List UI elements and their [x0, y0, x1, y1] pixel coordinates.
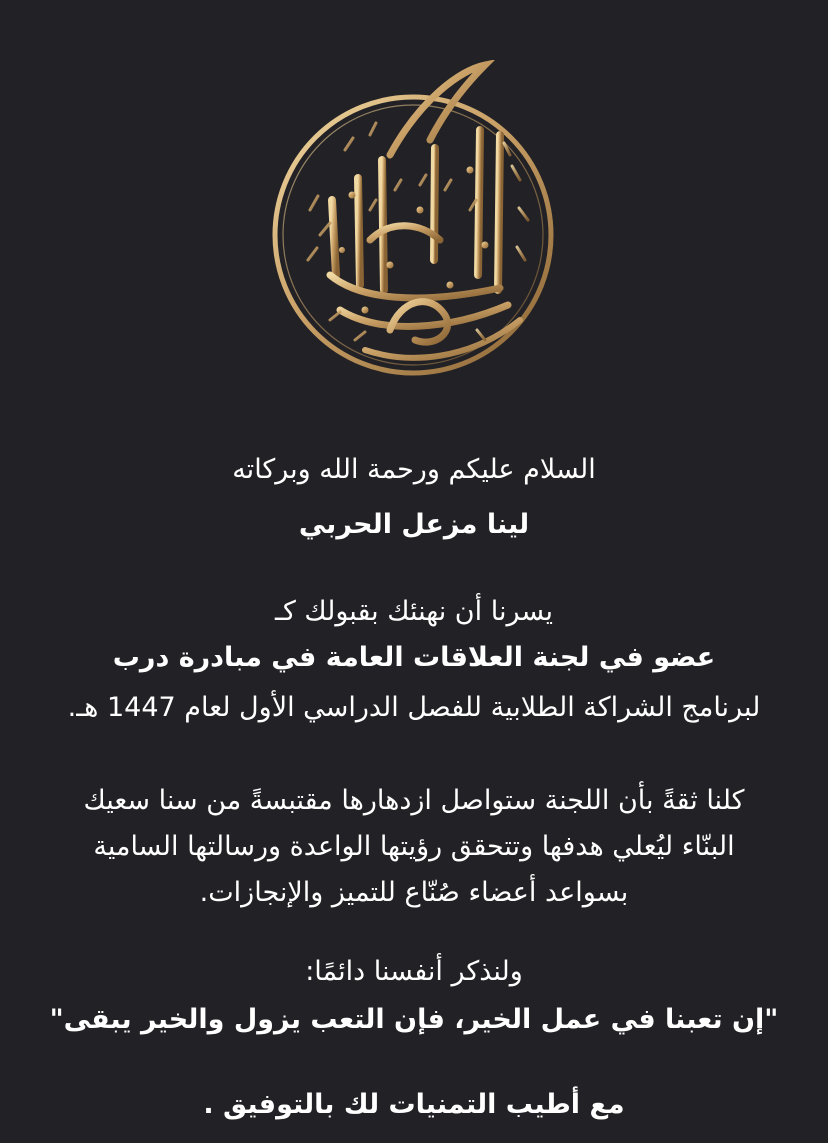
paragraph-line: كلنا ثقةً بأن اللجنة ستواصل ازدهارها مقتبسةً من سنا سعيك: [83, 785, 745, 816]
body-paragraph: [30, 778, 798, 916]
program-text: لبرنامج الشراكة الطلابية للفصل الدراسي الأول لعام 1447 هـ.: [67, 692, 761, 723]
recipient-name: لينا مزعل الحربي: [298, 509, 530, 540]
reminder-text: ولنذكر أنفسنا دائمًا:: [305, 956, 523, 987]
reminder-block: [30, 952, 798, 992]
paragraph-line: البنّاء ليُعلي هدفها وتتحقق رؤيتها الواعدة ورسالتها السامية: [93, 831, 735, 862]
quote-text: "إن تعبنا في عمل الخير، فإن التعب يزول والخير يبقى": [49, 1004, 779, 1035]
wishes-block: [30, 1085, 798, 1125]
paragraph-line: بسواعد أعضاء صُنّاع للتميز والإنجازات.: [199, 877, 629, 908]
role-text: عضو في لجنة العلاقات العامة في مبادرة درب: [112, 642, 716, 673]
program-block: [30, 688, 798, 728]
calligraphy-seal-icon: [270, 60, 560, 380]
intro-block: [30, 592, 798, 632]
intro-text: يسرنا أن نهنئك بقبولك كـ: [275, 596, 553, 627]
role-block: [30, 638, 798, 678]
quote-block: [30, 1000, 798, 1040]
recipient-block: [30, 505, 798, 545]
greeting-block: [30, 450, 798, 490]
wishes-text: مع أطيب التمنيات لك بالتوفيق .: [203, 1089, 625, 1120]
greeting-text: السلام عليكم ورحمة الله وبركاته: [232, 454, 596, 485]
